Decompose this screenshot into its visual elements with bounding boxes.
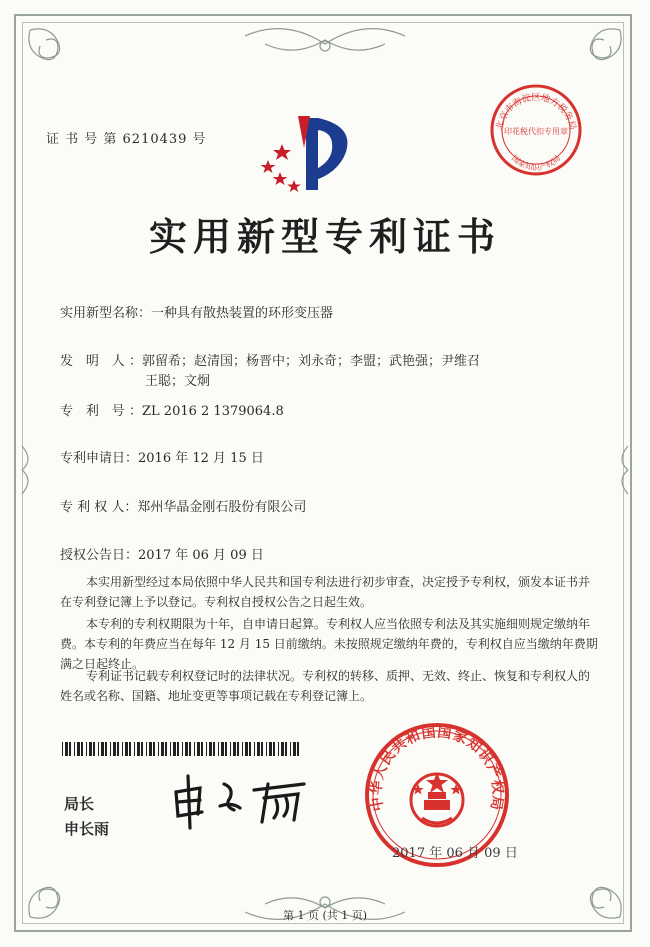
director-name: 申长雨 [64,820,110,838]
inventor-label: 发 明 人： [60,354,142,369]
announcement-date-label: 授权公告日： [60,548,139,563]
page-number: 第 1 页 (共 1 页) [282,909,368,922]
director-signature [168,770,318,830]
paragraph-term: 本专利的专利权期限为十年，自申请日起算。专利权人应当依照专利法及其实施细则规定缴纳年费。本专利的年费应当在每年 12 月 15 日前缴纳。未按照规定缴纳年费的，专利权自应当缴纳年费期满之日起终止。 [60,617,598,671]
barcode [62,742,302,756]
filing-date-value: 2016 年 12 月 15 日 [138,451,264,466]
announcement-date-value: 2017 年 06 月 09 日 [138,548,264,563]
seal-date: 2017 年 06 月 09 日 [392,846,518,861]
cnipa-logo-icon [258,108,358,198]
patentee-row [60,496,306,515]
patent-no-value: ZL 2016 2 1379064.8 [142,404,284,419]
tax-seal-text: 北京市海淀区地方税务局 [495,93,577,131]
svg-text:中华人民共和国国家知识产权局 [368,723,507,812]
patent-no-label: 专 利 号： [60,404,142,419]
paragraph-grant: 本实用新型经过本局依照中华人民共和国专利法进行初步审查，决定授予专利权，颁发本证书并在专利登记簿上予以登记。专利权自授权公告之日起生效。 [60,575,591,609]
patentee-value: 郑州华晶金刚石股份有限公司 [137,500,307,515]
inventor-row [60,350,480,369]
filing-date-row [60,447,264,466]
tax-seal-bottom-text: 国家知识产权局 [509,153,563,172]
tax-seal-stamp [488,82,584,178]
utility-model-name-row [60,302,333,321]
certificate-title: 实用新型专利证书 [148,214,501,259]
inventors-line1: 郭留希；赵清国；杨晋中；刘永奇；李盟；武艳强；尹维召 [142,354,481,369]
director-signature-text: 申长雨 [168,770,171,771]
inventors-line2: 王聪；文炯 [145,374,211,389]
director-title: 局长 [64,795,95,813]
utility-model-name-label: 实用新型名称： [60,306,152,321]
filing-date-label: 专利申请日： [60,451,139,466]
official-seal-text: 中华人民共和国国家知识产权局 [368,724,506,813]
announcement-date-row [60,544,264,563]
patent-no-row [60,400,284,419]
tax-seal-inner-text: 印花税代扣专用章 [504,127,568,136]
paragraph-record: 专利证书记载专利权登记时的法律状况。专利权的转移、质押、无效、终止、恢复和专利权人的姓名或名称、国籍、地址变更等事项记载在专利登记簿上。 [60,669,591,703]
utility-model-name-value: 一种具有散热装置的环形变压器 [151,306,334,321]
certificate-number: 证 书 号 第 6210439 号 [46,132,207,147]
patentee-label: 专 利 权 人： [60,500,138,515]
national-emblem-icon [411,772,463,826]
